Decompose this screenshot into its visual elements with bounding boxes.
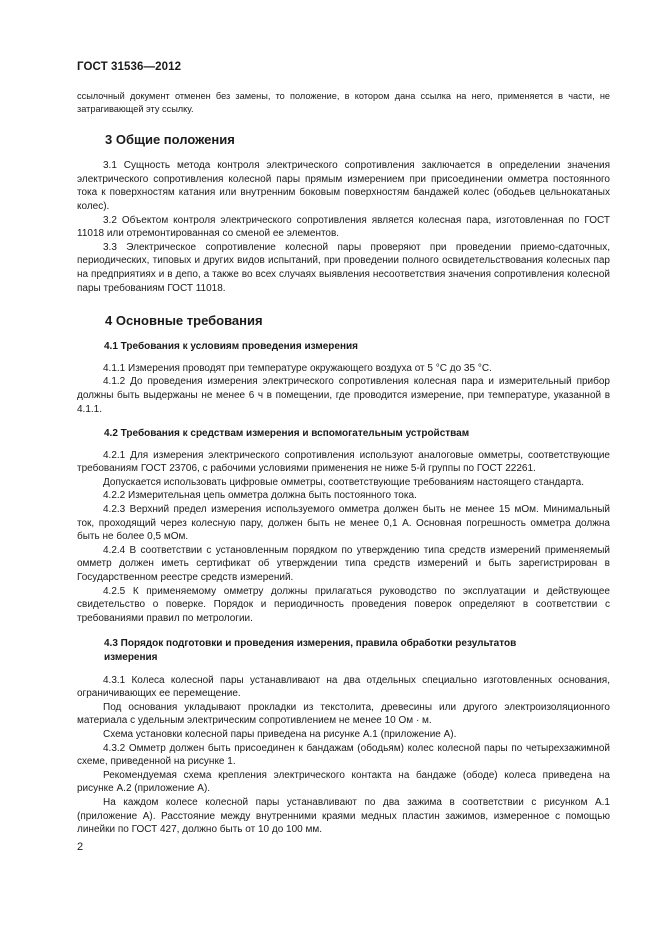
paragraph-3-1: 3.1 Сущность метода контроля электрического сопротивления заключается в определении значения электрического сопротивления колесной пары прямым измерением при присоединении омметра постоянного тока к поверхностям катания или внутренним боковым поверхностям бандажей колес (ободьев цельнокатаных колес). (77, 160, 610, 212)
paragraph-4-3-2-mount: Рекомендуемая схема крепления электрического контакта на бандаже (ободе) колеса приведена на рисунке А.2 (приложение А). (77, 769, 610, 795)
paragraph-3-3: 3.3 Электрическое сопротивление колесной пары проверяют при проведении приемо-сдаточных, периодических, типовых и других видов испытаний, при проведении полного освидетельствования колесных пар на предприятиях и в депо, а также во всех случаях выявления несоответствия значения сопротивления колесной пары требованиям ГОСТ 11018. (77, 241, 610, 294)
paragraph-4-2-3: 4.2.3 Верхний предел измерения используемого омметра должен быть не менее 15 мОм. Минимальный ток, проходящий через колесную пару, должен быть не менее 0,1 А. Основная погрешность омметра должна быть не более 0,5 мОм. (77, 504, 610, 543)
paragraph-4-2-5: 4.2.5 К применяемому омметру должны прилагаться руководство по эксплуатации и действующее свидетельство о поверке. Порядок и периодичность проведения поверок определяют в соответствии с требованиями правил по метрологии. (77, 585, 610, 624)
subsection-4-3-heading-line2: измерения (104, 652, 158, 663)
subsection-4-3-heading (77, 637, 610, 664)
standard-header: ГОСТ 31536—2012 (77, 61, 182, 73)
subsection-4-2-heading: 4.2 Требования к средствам измерения и вспомогательным устройствам (104, 428, 470, 440)
paragraph-4-1-1: 4.1.1 Измерения проводят при температуре окружающего воздуха от 5 °С до 35 °С. (103, 362, 492, 374)
section-4-heading: 4 Основные требования (105, 313, 263, 329)
page-number: 2 (77, 841, 84, 853)
paragraph-4-3-1-scheme: Схема установки колесной пары приведена на рисунке А.1 (приложение А). (103, 728, 457, 740)
paragraph-4-1-2: 4.1.2 До проведения измерения электрического сопротивления колесная пара и измерительный прибор должны быть выдержаны не менее 6 ч в помещении, где проводится измерение, при температуре, указанной в 4.1.1. (77, 376, 610, 415)
paragraph-4-3-1: 4.3.1 Колеса колесной пары устанавливают на два отдельных специально изготовленных основания, ограничивающих ее перемещение. (77, 674, 610, 700)
paragraph-4-2-4: 4.2.4 В соответствии с установленным порядком по утверждению типа средств измерений применяемый омметр должен иметь сертификат об утверждении типа средств измерений и быть зарегистрирован в Государственном реестре средств измерений. (77, 544, 610, 584)
paragraph-4-2-1-note: Допускается использовать цифровые омметры, соответствующие требованиям настоящего стандарта. (103, 476, 584, 488)
paragraph-4-2-1: 4.2.1 Для измерения электрического сопротивления используют аналоговые омметры, соответствующие требованиям ГОСТ 23706, с рабочими условиями применения не ниже 5-й группы по ГОСТ 22261. (77, 449, 610, 475)
section-3-heading: 3 Общие положения (105, 132, 235, 148)
paragraph-3-2: 3.2 Объектом контроля электрического сопротивления является колесная пара, изготовленная по ГОСТ 11018 или отремонтированная со сменой ее элементов. (77, 214, 610, 240)
paragraph-4-3-2-clamps: На каждом колесе колесной пары устанавливают по два зажима в соответствии с рисунком А.1 (приложение А). Расстояние между внутренними краями медных пластин зажимов, измеренное с помощью линейки по ГОСТ 427, должно быть от 10 до 100 мм. (77, 796, 610, 836)
paragraph-4-3-2: 4.3.2 Омметр должен быть присоединен к бандажам (ободьям) колес колесной пары по четырехзажимной схеме, приведенной на рисунке 1. (77, 742, 610, 768)
subsection-4-1-heading: 4.1 Требования к условиям проведения измерения (104, 341, 358, 353)
paragraph-4-2-2: 4.2.2 Измерительная цепь омметра должна быть постоянного тока. (103, 490, 417, 502)
paragraph-4-3-1-pads: Под основания укладывают прокладки из текстолита, древесины или другого электроизоляционного материала с удельным электрическим сопротивлением не менее 10 Ом · м. (77, 701, 610, 727)
subsection-4-3-heading-line1: 4.3 Порядок подготовки и проведения измерения, правила обработки результатов (104, 638, 517, 650)
intro-paragraph: ссылочный документ отменен без замены, то положение, в котором дана ссылка на него, применяется в части, не затрагивающей эту ссылку. (77, 91, 610, 114)
page-content (77, 90, 610, 837)
